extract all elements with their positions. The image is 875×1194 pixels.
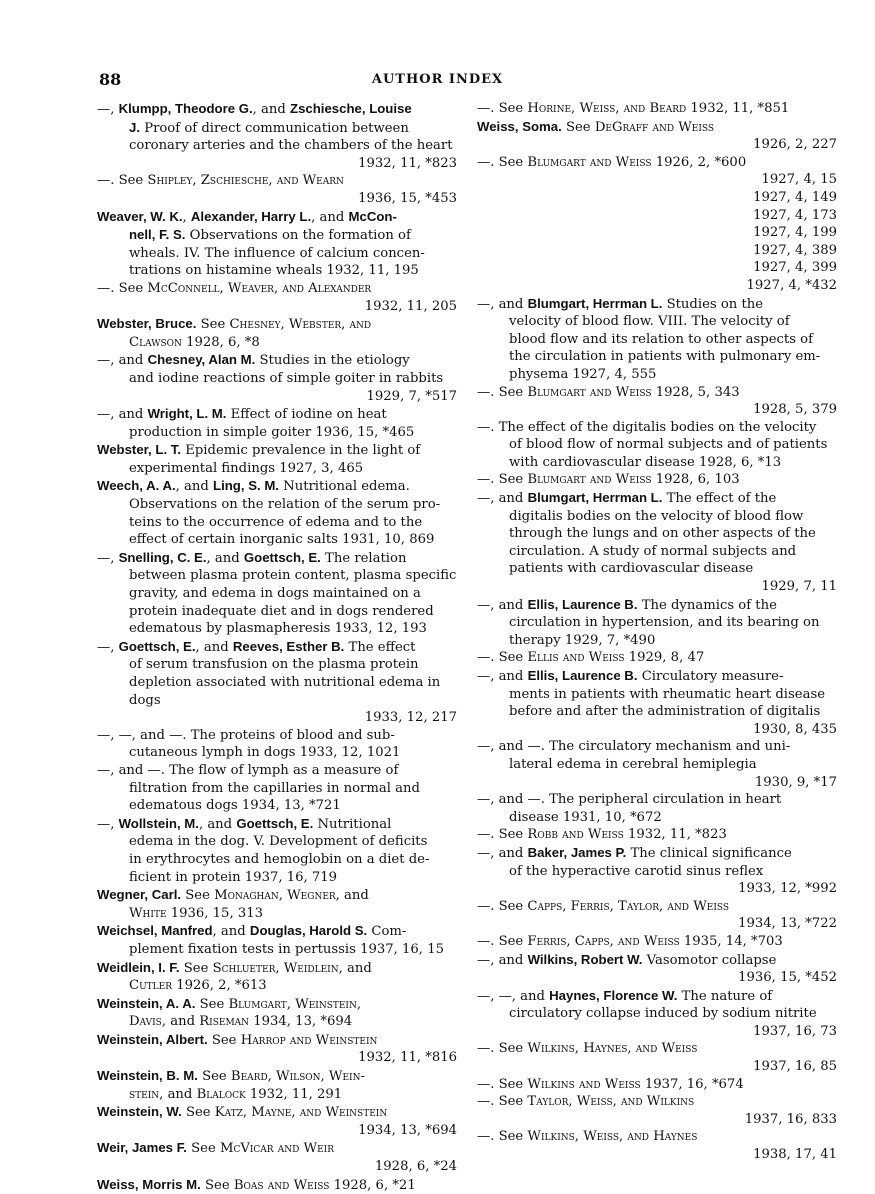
left-column xyxy=(97,100,457,1194)
index-line: —. See Blumgart and Weiss 1928, 6, 103 xyxy=(477,472,740,488)
index-line: —. See Robb and Weiss 1932, 11, *823 xyxy=(477,827,727,843)
index-line: disease 1931, 10, *672 xyxy=(509,809,662,825)
index-line: the circulation in patients with pulmonary em- xyxy=(509,349,821,365)
index-line: —, Snelling, C. E., and Goettsch, E. The relation xyxy=(97,549,407,566)
index-line: Observations on the relation of the serum pro- xyxy=(129,497,441,513)
index-line: Weiss, Morris M. See Boas and Weiss 1928, 6, *21 xyxy=(97,1176,416,1193)
citation: 1929, 7, *517 xyxy=(366,388,457,404)
index-line: Webster, Bruce. See Chesney, Webster, and xyxy=(97,316,372,333)
citation: 1927, 4, 399 xyxy=(753,260,837,276)
index-line: ficient in protein 1937, 16, 719 xyxy=(129,869,338,885)
index-line: Weinstein, B. M. See Beard, Wilson, Wein- xyxy=(97,1068,365,1085)
citation: 1927, 4, 199 xyxy=(753,225,837,241)
index-line: —. See Wilkins and Weiss 1937, 16, *674 xyxy=(477,1076,744,1092)
index-line: —. See Wilkins, Weiss, and Haynes xyxy=(477,1129,698,1145)
index-line: wheals. IV. The influence of calcium concen- xyxy=(129,245,425,261)
citation: 1927, 4, 149 xyxy=(753,189,837,205)
index-line: filtration from the capillaries in normal and xyxy=(129,780,420,796)
citation: 1937, 16, 833 xyxy=(744,1111,837,1127)
citation: 1927, 4, 173 xyxy=(753,207,837,223)
citation: 1932, 11, *816 xyxy=(358,1050,457,1066)
citation: 1927, 4, *432 xyxy=(746,277,837,293)
citation: 1928, 5, 379 xyxy=(753,402,837,418)
index-line: production in simple goiter 1936, 15, *465 xyxy=(129,424,415,440)
index-line: nell, F. S. Observations on the formation of xyxy=(129,227,411,244)
citation: 1936, 15, *452 xyxy=(738,970,837,986)
citation: 1933, 12, 217 xyxy=(364,710,457,726)
index-line: —. See Taylor, Weiss, and Wilkins xyxy=(477,1094,695,1110)
index-line: blood flow and its relation to other aspects of xyxy=(509,331,813,347)
index-line: —. See Horine, Weiss, and Beard 1932, 11, *851 xyxy=(477,101,790,116)
index-line: Clawson 1928, 6, *8 xyxy=(129,334,260,350)
citation: 1936, 15, *453 xyxy=(358,190,457,206)
citation: 1932, 11, *823 xyxy=(358,155,457,171)
citation: 1937, 16, 85 xyxy=(753,1059,837,1075)
index-line: edematous by plasmapheresis 1933, 12, 193 xyxy=(129,621,427,637)
citation: 1927, 4, 15 xyxy=(761,172,837,188)
index-line: ments in patients with rheumatic heart disease xyxy=(509,686,826,702)
index-line: —. See Blumgart and Weiss 1928, 5, 343 xyxy=(477,384,740,400)
index-line: Weaver, W. K., Alexander, Harry L., and McCon- xyxy=(97,208,397,225)
index-line: —, Klumpp, Theodore G., and Zschiesche, Louise xyxy=(97,101,412,117)
index-line: —, Goettsch, E., and Reeves, Esther B. The effect xyxy=(97,638,416,655)
citation: 1934, 13, *694 xyxy=(358,1122,457,1138)
index-line: Weinstein, Albert. See Harrop and Weinstein xyxy=(97,1031,378,1048)
citation: 1927, 4, 389 xyxy=(753,242,837,258)
index-line: lateral edema in cerebral hemiplegia xyxy=(509,756,757,772)
right-column xyxy=(477,100,837,1164)
index-line: —. See Ferris, Capps, and Weiss 1935, 14, *703 xyxy=(477,933,783,949)
index-line: effect of certain inorganic salts 1931, 10, 869 xyxy=(129,532,435,548)
index-line: Wegner, Carl. See Monaghan, Wegner, and xyxy=(97,887,369,904)
index-line: circulation in hypertension, and its bearing on xyxy=(509,615,820,631)
index-line: of the hyperactive carotid sinus reflex xyxy=(509,863,764,879)
index-line: —. See Shipley, Zschiesche, and Wearn xyxy=(97,173,344,189)
index-line: —, and —. The circulatory mechanism and uni- xyxy=(477,739,791,755)
index-line: Weir, James F. See McVicar and Weir xyxy=(97,1140,335,1157)
index-line: circulatory collapse induced by sodium nitrite xyxy=(509,1006,817,1022)
index-line: Weinstein, W. See Katz, Mayne, and Weinstein xyxy=(97,1104,388,1121)
index-line: —, and Wright, L. M. Effect of iodine on heat xyxy=(97,406,387,423)
citation: 1938, 17, 41 xyxy=(753,1147,837,1163)
index-line: Weidlein, I. F. See Schlueter, Weidlein, and xyxy=(97,959,372,976)
index-line: —. See Wilkins, Haynes, and Weiss xyxy=(477,1041,698,1057)
index-line: depletion associated with nutritional edema in xyxy=(129,675,441,690)
index-line: Davis, and Riseman 1934, 13, *694 xyxy=(129,1014,353,1030)
index-line: Weech, A. A., and Ling, S. M. Nutritional edema. xyxy=(97,478,410,495)
index-line: Weinstein, A. A. See Blumgart, Weinstein, xyxy=(97,995,362,1012)
index-line: —. See Capps, Ferris, Taylor, and Weiss xyxy=(477,898,730,914)
index-line: gravity, and edema in dogs maintained on a xyxy=(129,586,421,602)
citation: 1930, 8, 435 xyxy=(753,721,837,737)
citation: 1928, 6, *24 xyxy=(374,1159,457,1175)
index-line: —, and —. The flow of lymph as a measure of xyxy=(97,762,399,778)
citation: 1932, 11, 205 xyxy=(364,298,457,314)
index-line: —, and Blumgart, Herrman L. The effect of the xyxy=(477,490,777,507)
index-line: physema 1927, 4, 555 xyxy=(509,366,657,382)
index-line: —, and Blumgart, Herrman L. Studies on the xyxy=(477,295,764,312)
index-line: with cardiovascular disease 1928, 6, *13 xyxy=(509,454,782,470)
index-line: between plasma protein content, plasma specific xyxy=(129,568,457,584)
index-line: coronary arteries and the chambers of the heart xyxy=(129,138,453,154)
citation: 1926, 2, 227 xyxy=(753,137,837,153)
index-line: Weichsel, Manfred, and Douglas, Harold S. Com- xyxy=(97,923,407,940)
page-title: AUTHOR INDEX xyxy=(371,72,504,87)
citation: 1937, 16, 73 xyxy=(753,1023,837,1039)
index-line: patients with cardiovascular disease xyxy=(509,561,754,577)
citation: 1930, 9, *17 xyxy=(754,774,837,790)
index-line: before and after the administration of digitalis xyxy=(509,704,821,720)
index-line: —. See Blumgart and Weiss 1926, 2, *600 xyxy=(477,154,747,170)
index-line: J. Proof of direct communication between xyxy=(129,119,409,136)
index-line: cutaneous lymph in dogs 1933, 12, 1021 xyxy=(129,745,401,761)
page-number: 88 xyxy=(99,70,122,89)
index-line: —, and Ellis, Laurence B. Circulatory measure- xyxy=(477,668,784,684)
index-line: velocity of blood flow. VIII. The velocity of xyxy=(509,314,790,330)
index-line: trations on histamine wheals 1932, 11, 195 xyxy=(129,263,419,279)
citation: 1933, 12, *992 xyxy=(738,881,837,897)
index-line: —, and Wilkins, Robert W. Vasomotor collapse xyxy=(477,951,777,968)
index-line: —, —, and —. The proteins of blood and sub- xyxy=(97,727,395,743)
index-line: dogs xyxy=(129,692,161,708)
index-line: of blood flow of normal subjects and of patients xyxy=(509,437,828,453)
citation: 1934, 13, *722 xyxy=(738,916,837,932)
index-line: —. See McConnell, Weaver, and Alexander xyxy=(97,280,372,296)
index-line: Cutler 1926, 2, *613 xyxy=(129,978,267,994)
index-line: through the lungs and on other aspects of the xyxy=(509,526,816,542)
index-line: —. The effect of the digitalis bodies on the velocity xyxy=(477,419,817,435)
index-line: digitalis bodies on the velocity of blood flow xyxy=(509,508,804,524)
index-line: —, —, and Haynes, Florence W. The nature of xyxy=(477,987,773,1004)
index-line: —, and Baker, James P. The clinical significance xyxy=(477,844,792,861)
index-line: therapy 1929, 7, *490 xyxy=(509,632,656,648)
index-line: plement fixation tests in pertussis 1937, 16, 15 xyxy=(129,941,444,957)
index-line: edematous dogs 1934, 13, *721 xyxy=(129,798,341,814)
index-line: teins to the occurrence of edema and to the xyxy=(129,514,423,530)
index-line: —, and —. The peripheral circulation in heart xyxy=(477,792,782,808)
index-line: White 1936, 15, 313 xyxy=(129,905,264,921)
index-line: of serum transfusion on the plasma protein xyxy=(129,657,419,673)
citation: 1929, 7, 11 xyxy=(761,579,837,595)
index-line: stein, and Blalock 1932, 11, 291 xyxy=(129,1086,343,1102)
index-line: edema in the dog. V. Development of deficits xyxy=(129,834,428,850)
index-line: in erythrocytes and hemoglobin on a diet de- xyxy=(129,851,430,867)
index-line: Weiss, Soma. See DeGraff and Weiss xyxy=(477,118,715,135)
index-line: experimental findings 1927, 3, 465 xyxy=(129,460,364,476)
index-line: —, Wollstein, M., and Goettsch, E. Nutritional xyxy=(97,815,392,832)
page-header xyxy=(0,70,875,90)
index-line: —, and Chesney, Alan M. Studies in the etiology xyxy=(97,352,410,369)
index-line: —. See Ellis and Weiss 1929, 8, 47 xyxy=(477,650,705,666)
index-line: and iodine reactions of simple goiter in rabbits xyxy=(129,370,444,386)
index-line: protein inadequate diet and in dogs rendered xyxy=(129,603,434,619)
index-line: Webster, L. T. Epidemic prevalence in the light of xyxy=(97,442,421,459)
index-line: —, and Ellis, Laurence B. The dynamics of the xyxy=(477,596,777,613)
index-line: circulation. A study of normal subjects and xyxy=(509,543,797,559)
